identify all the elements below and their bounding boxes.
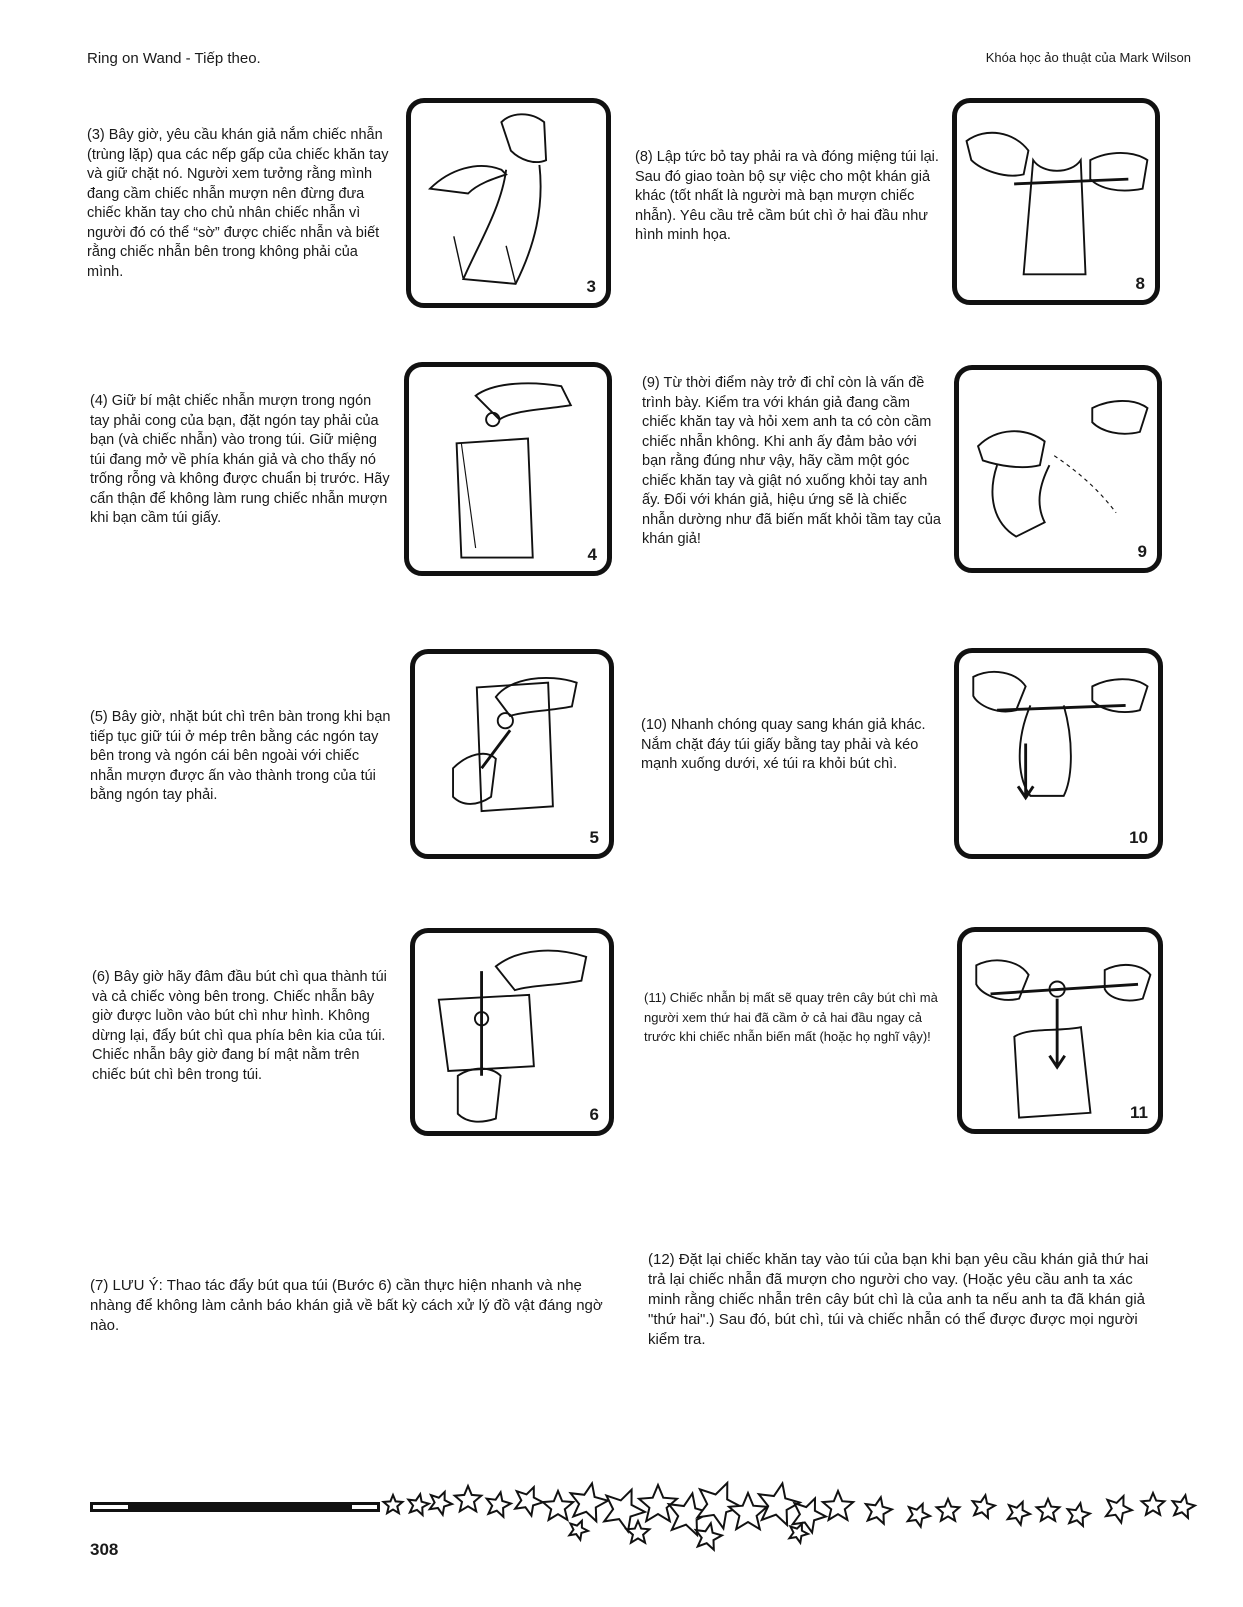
step-9-text: (9) Từ thời điểm này trở đi chỉ còn là vấn đề trình bày. Kiểm tra với khán giả đang cầm chiếc khăn tay và hỏi xem anh ta có còn cầm chiếc nhẫn không. Khi anh ấy đảm bảo với bạn rằng đúng như vậy, hãy cầm một góc chiếc khăn tay và giật nó xuống khỏi tay anh ấy. Đối với khán giả, hiệu ứng sẽ là chiếc nhẫn dường như đã biến mất khỏi tầm tay của khán giả! xyxy=(642,375,941,547)
figure-4 xyxy=(404,362,612,576)
star-shape xyxy=(866,1497,892,1523)
star-shape xyxy=(759,1483,800,1525)
step-10-text: (10) Nhanh chóng quay sang khán giả khác. Nắm chặt đáy túi giấy bằng tay phải và kéo mạnh xuống dưới, xé túi ra khỏi bút chì. xyxy=(641,717,926,772)
star-shape xyxy=(639,1485,677,1521)
page-number: 308 xyxy=(90,1540,119,1559)
star-shape xyxy=(408,1494,429,1515)
figure-5-number: 5 xyxy=(589,828,599,847)
figure-8 xyxy=(952,98,1160,305)
figure-3 xyxy=(406,98,611,308)
star-shape xyxy=(937,1499,960,1521)
star-shape xyxy=(1173,1495,1195,1518)
figure-5-illustration xyxy=(415,654,609,854)
star-shape xyxy=(569,1521,588,1540)
star-shape xyxy=(1008,1502,1030,1525)
star-shape xyxy=(908,1504,930,1527)
figure-6-number: 6 xyxy=(589,1105,599,1124)
star-shape xyxy=(973,1495,995,1518)
figure-3-number: 3 xyxy=(586,277,596,296)
star-shape xyxy=(823,1491,853,1520)
header-left: Ring on Wand - Tiếp theo. xyxy=(87,50,261,67)
figure-11 xyxy=(957,927,1163,1134)
figure-10-number: 10 xyxy=(1129,828,1148,847)
figure-11-number: 11 xyxy=(1130,1103,1148,1122)
step-4-text: (4) Giữ bí mật chiếc nhẫn mượn trong ngón tay phải cong của bạn, đặt ngón tay phải của bạn (và chiếc nhẫn) vào trong túi. Giữ miệng túi đang mở về phía khán giả và cho thấy nó trống rỗng và không được chuẩn bị trước. Hãy cẩn thận để không làm rung chiếc nhẫn mượn khi bạn cầm túi giấy. xyxy=(90,393,390,526)
figure-10-illustration xyxy=(959,653,1158,854)
figure-3-illustration xyxy=(411,103,606,303)
figure-9-illustration xyxy=(959,370,1157,568)
footer-bar xyxy=(90,1502,380,1512)
star-decoration xyxy=(378,1475,1198,1555)
star-shape xyxy=(1142,1493,1165,1515)
figure-6 xyxy=(410,928,614,1136)
figure-9-number: 9 xyxy=(1137,542,1147,561)
star-shape xyxy=(1068,1503,1090,1526)
star-shape xyxy=(384,1495,403,1513)
figure-6-illustration xyxy=(415,933,609,1131)
star-shape xyxy=(571,1483,608,1521)
figure-11-illustration xyxy=(962,932,1158,1129)
star-shape xyxy=(515,1487,543,1515)
figure-4-number: 4 xyxy=(587,545,597,564)
figure-8-number: 8 xyxy=(1135,274,1145,293)
star-shape xyxy=(543,1491,573,1520)
figure-4-illustration xyxy=(409,367,607,571)
star-shape xyxy=(696,1523,722,1549)
header-right: Khóa học ảo thuật của Mark Wilson xyxy=(985,50,1191,65)
step-11-text: (11) Chiếc nhẫn bị mất sẽ quay trên cây bút chì mà người xem thứ hai đã cầm ở cả hai đầu ngay cả trước khi chiếc nhẫn biến mất (hoặc họ nghĩ vậy)! xyxy=(644,990,938,1044)
figure-10 xyxy=(954,648,1163,859)
star-shape xyxy=(789,1524,808,1543)
star-shape xyxy=(455,1486,482,1511)
step-5-text: (5) Bây giờ, nhặt bút chì trên bàn trong khi bạn tiếp tục giữ túi ở mép trên bằng các ngón tay bên trong và ngón cái bên ngoài với chiếc nhẫn mượn được ấn vào thành trong của túi bằng ngón tay phải. xyxy=(90,709,391,803)
figure-9 xyxy=(954,365,1162,573)
figure-5 xyxy=(410,649,614,859)
step-6-text: (6) Bây giờ hãy đâm đầu bút chì qua thành túi và cả chiếc vòng bên trong. Chiếc nhẫn bây giờ được luồn vào bút chì như hình. Không dừng lại, đẩy bút chì qua phía bên kia của túi. Chiếc nhẫn bây giờ đang bí mật nằm trên chiếc bút chì bên trong túi. xyxy=(92,969,387,1083)
step-3-text: (3) Bây giờ, yêu cầu khán giả nắm chiếc nhẫn (trùng lặp) qua các nếp gấp của chiếc khăn tay và giữ chặt nó. Người xem tưởng rằng mình đang cầm chiếc nhẫn mượn nên đừng đưa chiếc khăn tay cho chủ nhân chiếc nhẫn vì người đó có thể “sờ” được chiếc nhẫn và biết rằng chiếc nhẫn bên trong không phải của mình. xyxy=(87,127,389,280)
star-shape xyxy=(1106,1496,1132,1523)
figure-8-illustration xyxy=(957,103,1155,300)
note-7-text: (7) LƯU Ý: Thao tác đẩy bút qua túi (Bước 6) cần thực hiện nhanh và nhẹ nhàng để không làm cảnh báo khán giả về bất kỳ cách xử lý đồ vật đáng ngờ nào. xyxy=(90,1277,603,1334)
star-shape xyxy=(1037,1499,1060,1521)
step-8-text: (8) Lập tức bỏ tay phải ra và đóng miệng túi lại. Sau đó giao toàn bộ sự việc cho một khán giả khác (tốt nhất là người mà bạn mượn chiếc nhẫn). Yêu cầu trẻ cầm bút chì ở hai đầu như hình minh họa. xyxy=(635,149,939,243)
star-shape xyxy=(430,1492,452,1515)
star-shape xyxy=(487,1492,511,1517)
note-12-text: (12) Đặt lại chiếc khăn tay vào túi của bạn khi bạn yêu cầu khán giả thứ hai trả lại chiếc nhẫn đã mượn cho người cho vay. (Hoặc yêu cầu anh ta xác minh rằng chiếc nhẫn trên cây bút chì là của anh ta nếu anh ta đã khán giả "thứ hai".) Sau đó, bút chì, túi và chiếc nhẫn có thể được được mọi người kiểm tra. xyxy=(648,1251,1149,1348)
